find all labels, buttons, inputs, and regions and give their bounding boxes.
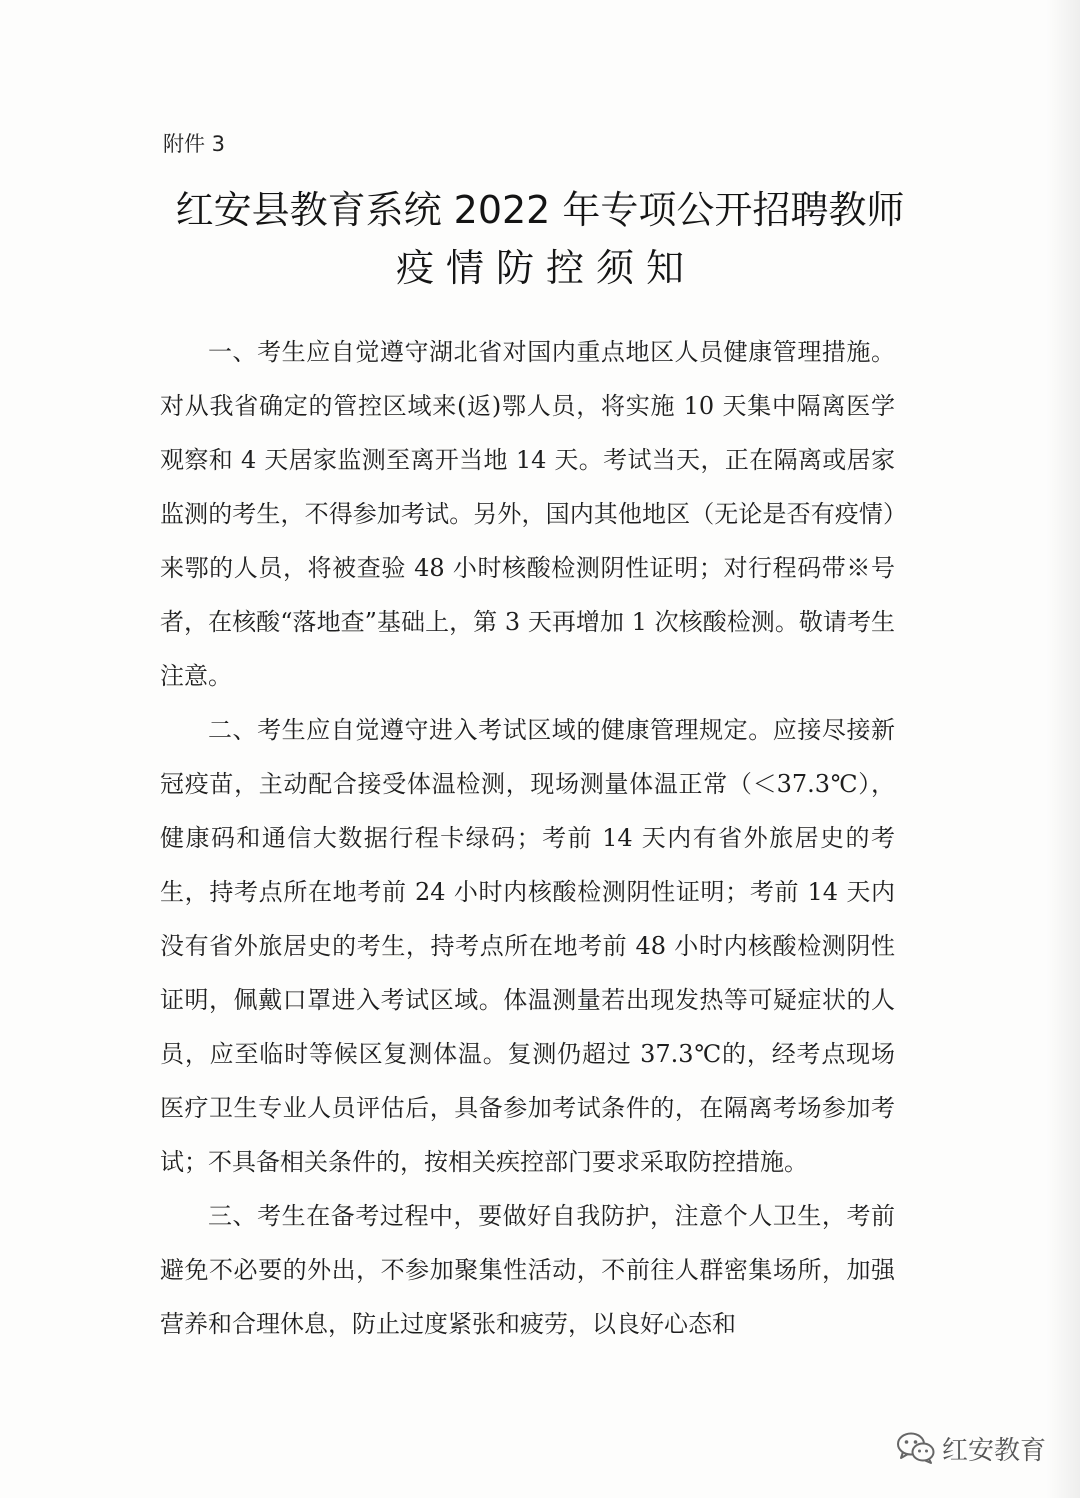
- paragraph-1: 一、考生应自觉遵守湖北省对国内重点地区人员健康管理措施。对从我省确定的管控区域来(返)鄂人员，将实施 10 天集中隔离医学观察和 4 天居家监测至离开当地 14 天。考试当天，正在隔离或居家监测的考生，不得参加考试。另外，国内其他地区（无论是否有疫情）来鄂的人员，将被查验 48 小时核酸检测阴性证明；对行程码带※号者，在核酸“落地查”基础上，第 3 天再增加 1 次核酸检测。敬请考生注意。: [160, 338, 895, 690]
- document-body: [160, 325, 895, 1351]
- wechat-watermark: [896, 1428, 1046, 1468]
- watermark-text: 红安教育: [942, 1435, 1047, 1466]
- document-title-line-1: 红安县教育系统 2022 年专项公开招聘教师: [175, 188, 905, 232]
- document-title-line-2: 疫情防控须知: [395, 246, 696, 290]
- paragraph-3: 三、考生在备考过程中，要做好自我防护，注意个人卫生，考前避免不必要的外出，不参加聚集性活动，不前往人群密集场所，加强营养和合理休息，防止过度紧张和疲劳，以良好心态和: [160, 1202, 895, 1338]
- attachment-label: 附件 3: [163, 132, 226, 156]
- wechat-icon: [896, 1431, 936, 1465]
- paragraph-2: 二、考生应自觉遵守进入考试区域的健康管理规定。应接尽接新冠疫苗，主动配合接受体温检测，现场测量体温正常（＜37.3℃），健康码和通信大数据行程卡绿码；考前 14 天内有省外旅居史的考生，持考点所在地考前 24 小时内核酸检测阴性证明；考前 14 天内没有省外旅居史的考生，持考点所在地考前 48 小时内核酸检测阴性证明，佩戴口罩进入考试区域。体温测量若出现发热等可疑症状的人员，应至临时等候区复测体温。复测仍超过 37.3℃的，经考点现场医疗卫生专业人员评估后，具备参加考试条件的，在隔离考场参加考试；不具备相关条件的，按相关疾控部门要求采取防控措施。: [160, 716, 895, 1176]
